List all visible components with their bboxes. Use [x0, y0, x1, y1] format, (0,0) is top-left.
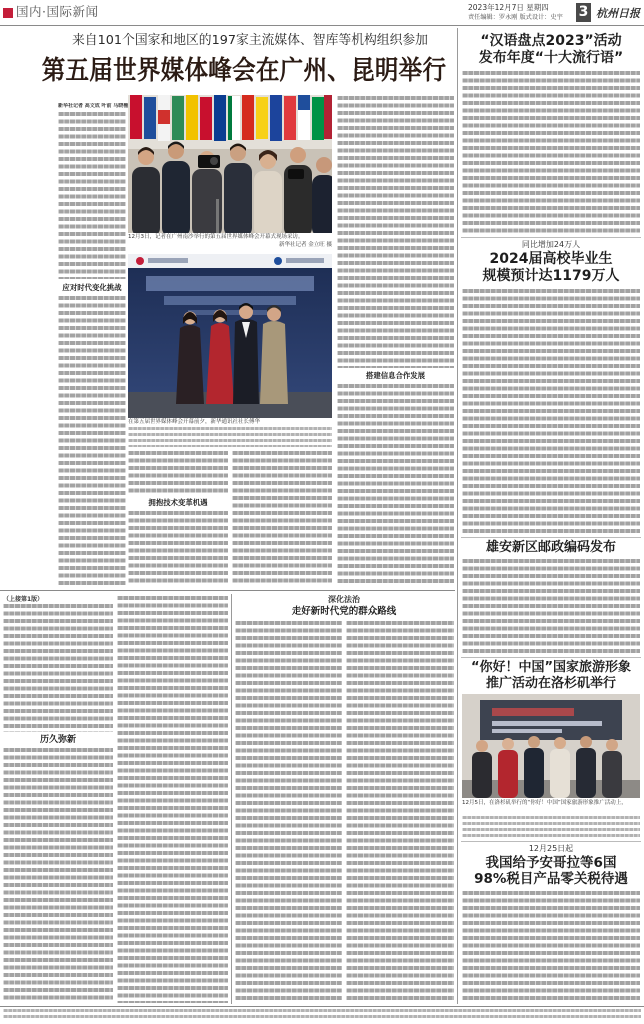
lead-subtitle: 来自101个国家和地区的197家主流媒体、智库等机构组织参加 [72, 33, 428, 48]
body-text [58, 296, 126, 586]
photo-caption [462, 800, 640, 808]
section-marker-icon [3, 8, 13, 18]
brief-headline: 发布年度“十大流行语” [478, 50, 624, 66]
lead-section-head: 应对时代变化挑战 [62, 283, 122, 292]
body-text [346, 621, 454, 1003]
page-number: 3 [576, 3, 591, 22]
lead-byline: 新华社记者 高文成 叶前 马晓樵 [58, 103, 128, 109]
brief-kicker: 12月25日起 [528, 844, 574, 853]
brief-kicker: 同比增加24万人 [521, 240, 581, 249]
brief-divider [461, 841, 641, 842]
body-text [462, 891, 640, 1003]
body-text [462, 289, 640, 534]
summit-group-photo [128, 254, 332, 418]
brief-headline: 推广活动在洛杉矶举行 [485, 676, 616, 691]
section-divider [0, 590, 455, 591]
summit-press-photo [128, 95, 332, 233]
body-text [462, 71, 640, 234]
body-text [462, 559, 640, 655]
brief-headline: 2024届高校毕业生 [489, 251, 613, 267]
photo-caption [128, 419, 332, 427]
photo-caption-text: 12月5日，在洛杉矶举行的“你好！中国”国家旅游形象推广活动上， [462, 800, 627, 806]
body-text [3, 748, 113, 1003]
footer-rule [0, 1006, 644, 1007]
brief-headline: “汉语盘点2023”活动 [480, 33, 622, 49]
photo-credit: 新华社记者 金立旺 摄 [279, 241, 332, 248]
editor-credits: 责任编辑：罗永刚 版式设计：史宇 [468, 14, 563, 21]
body-text [128, 451, 228, 495]
body-text [117, 596, 228, 1003]
body-text [128, 511, 228, 586]
caption-text [462, 816, 640, 838]
brief-headline: 规模预计达1179万人 [482, 268, 620, 284]
issue-date: 2023年12月7日 星期四 [468, 3, 549, 12]
lower-section-head: 历久弥新 [39, 735, 76, 745]
brief-headline: “你好！中国”国家旅游形象 [470, 660, 632, 675]
lead-headline: 第五届世界媒体峰会在广州、昆明举行 [41, 54, 447, 86]
footer-imprint [3, 1009, 641, 1021]
body-text [337, 384, 454, 586]
body-text [235, 621, 342, 1003]
caption-text [128, 427, 332, 447]
feature-headline: 走好新时代党的群众路线 [291, 606, 397, 617]
body-text [232, 451, 332, 586]
brief-divider [461, 657, 641, 658]
body-text [3, 604, 113, 732]
body-text [337, 96, 454, 368]
tourism-event-photo [462, 694, 640, 798]
lead-section-head: 拥抱技术变革机遇 [148, 498, 208, 507]
body-text [58, 112, 126, 279]
column-divider [457, 28, 458, 1004]
header-rule [0, 25, 644, 26]
column-divider [231, 594, 232, 1004]
photo-caption [128, 234, 332, 249]
brief-divider [461, 537, 641, 538]
brief-headline: 98%税目产品零关税待遇 [474, 871, 628, 887]
section-title: 国内·国际新闻 [16, 4, 99, 19]
newspaper-logo: 杭州日报 [596, 7, 640, 20]
photo-caption-text: 在第五届世界媒体峰会开幕前夕，新华通讯社社长傅华 [128, 419, 261, 425]
lead-section-head: 搭建信息合作发展 [365, 371, 426, 380]
feature-kicker: 深化法治 [328, 595, 360, 604]
brief-headline: 我国给予安哥拉等6国 [485, 855, 617, 871]
brief-headline: 雄安新区邮政编码发布 [485, 540, 616, 555]
brief-divider [461, 237, 641, 238]
photo-caption-text: 12月3日，记者在广州南沙举行的第五届世界媒体峰会开幕式现场采访。 [128, 234, 304, 240]
continued-note: （上接第1版） [3, 596, 44, 603]
